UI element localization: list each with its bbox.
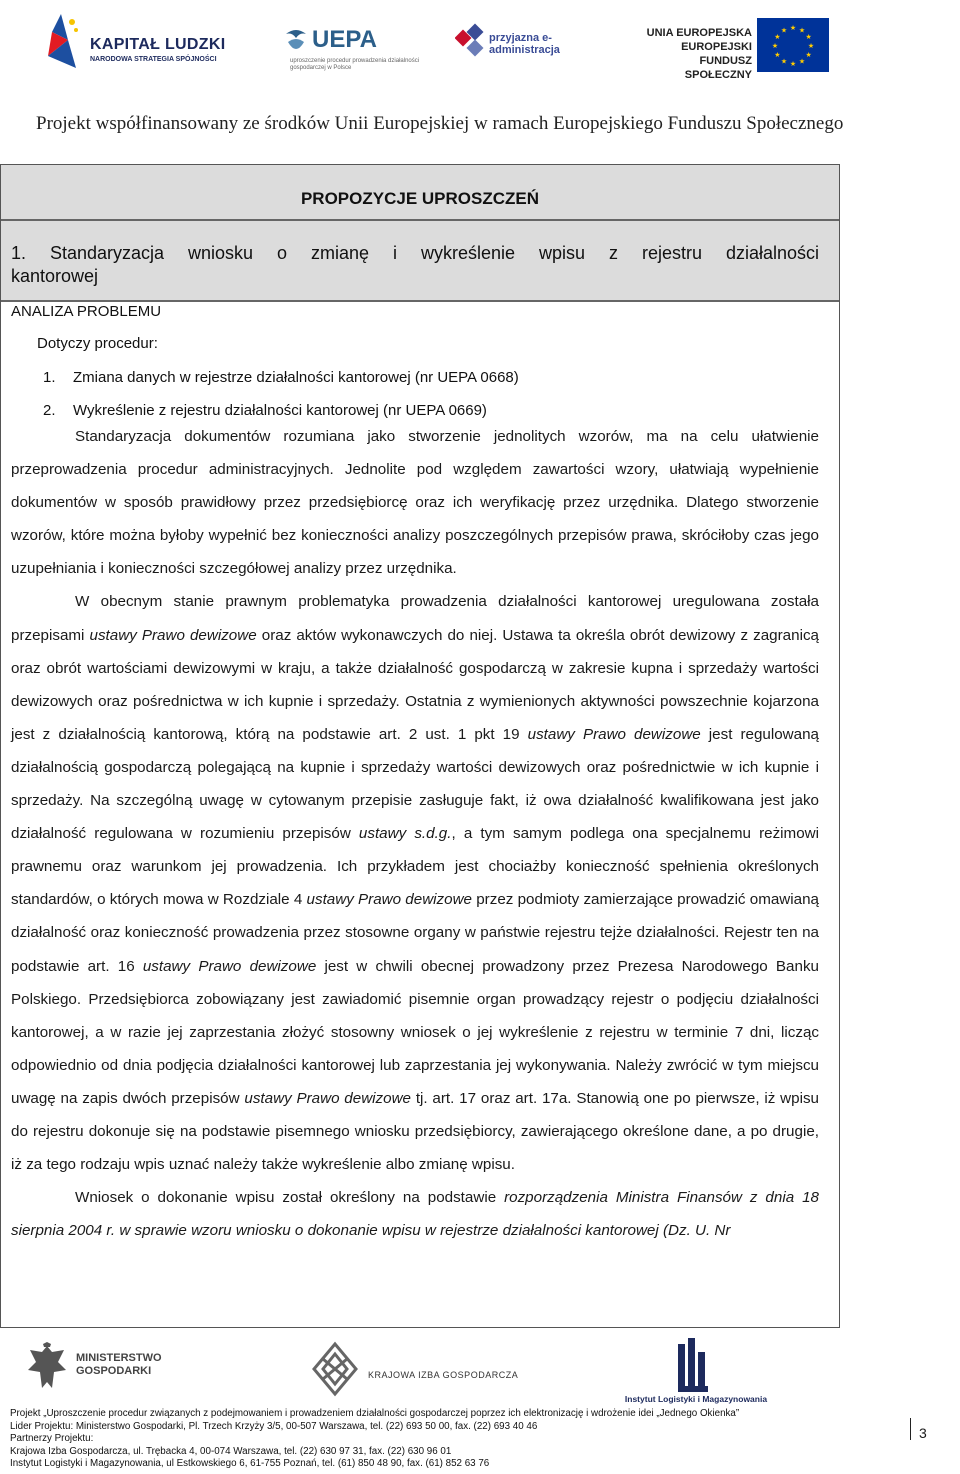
- przyjazna-name: przyjazna e-administracja: [489, 32, 560, 56]
- text-run: W obecnym stanie prawnym problematyka prowadzenia działalności kantorowej uregulowana została przepisami: [11, 593, 819, 644]
- paragraph-3: [11, 1181, 819, 1247]
- svg-text:★: ★: [805, 33, 812, 41]
- eagle-icon: [24, 1342, 70, 1394]
- footer-leader-line: Lider Projektu: Ministerstwo Gospodarki, Pl. Trzech Krzyży 3/5, 00-507 Warszawa, tel. (22) 693 50 00, fax. (22) 693 40 46: [10, 1420, 538, 1432]
- text-run: Wniosek o dokonanie wpisu został określony na podstawie: [75, 1189, 505, 1207]
- law-reference: ustawy s.d.g.: [358, 825, 452, 843]
- text-run: , a tym samym podlega ona specjalnemu reżimowi prawnemu oraz warunkom jej prowadzenia. Ich przykładem jest chociażby konieczność spełnienia określonych standardów, o których mowa w Rozdziale 4: [11, 825, 819, 909]
- law-reference: ustawy Prawo dewizowe: [244, 1089, 412, 1107]
- procedure-text: Zmiana danych w rejestrze działalności kantorowej (nr UEPA 0668): [73, 369, 519, 386]
- procedure-text: Wykreślenie z rejestru działalności kantorowej (nr UEPA 0669): [73, 402, 487, 419]
- kig-knot-icon: [310, 1340, 360, 1398]
- text-run: jest w chwili obecnej prowadzony przez Prezesa Narodowego Banku Polskiego. Przedsiębiorca zobowiązany jest zawiadomić pisemnie organ prowadzący rejestr o podjęciu działalności kantorowej, a w razie jej zaprzestania złożyć stosowny wniosek o jej wykreślenie z rejestru w terminie 7 dni, licząc odpowiednio od dnia podjęcia działalności kantorowej lub zaprzestania jej wykonywania. Należy zwrócić w tym miejscu uwagę na zapis dwóch przepisów: [11, 957, 819, 1107]
- kig-text: KRAJOWA IZBA GOSPODARCZA: [368, 1370, 519, 1380]
- cofinancing-note: Projekt współfinansowany ze środków Unii Europejskiej w ramach Europejskiego Funduszu Społecznego: [36, 113, 844, 134]
- procedure-number: 1.: [43, 369, 56, 386]
- uepa-swirl-icon: [282, 26, 310, 62]
- paragraph-2: [11, 585, 819, 1181]
- body-text: [11, 420, 819, 1247]
- section-heading-line-2: kantorowej: [11, 266, 99, 286]
- heading-divider: [1, 300, 839, 302]
- kapital-ludzki-logo: [42, 12, 252, 76]
- kapital-ludzki-name: KAPITAŁ LUDZKI: [90, 36, 226, 53]
- ministerstwo-gospodarki-logo: [24, 1338, 164, 1400]
- ministerstwo-text: MINISTERSTWO GOSPODARKI: [76, 1352, 162, 1377]
- eu-flag-icon: [757, 18, 829, 72]
- footer-project-line: Projekt „Uproszczenie procedur związanych z podejmowaniem i prowadzeniem działalności gospodarczej poprzez ich elektronizację i wdrożenie idei „Jednego Okienka”: [10, 1408, 740, 1419]
- svg-text:★: ★: [771, 42, 779, 50]
- przyjazna-e-administracja-logo: [455, 12, 595, 76]
- svg-text:★: ★: [780, 26, 788, 35]
- kapital-ludzki-star-icon: [42, 12, 80, 72]
- text-run: tj. art. 17 oraz art. 17a. Stanowią one po pierwsze, iż wpisu do rejestru dokonuje się na podstawie pisemnego wniosku przedsiębiorcy, zawierającego określone dane, a po drugie, iż za tego rodzaju wpis uznać należy także wykreślenie albo zmianę wpisu.: [11, 1089, 819, 1174]
- ilim-logo: [616, 1338, 776, 1408]
- text-run: jest regulowaną działalnością gospodarczą polegającą na kupnie i sprzedaży wartości dewizowych oraz pośrednictwie w ich kupnie i sprzedaży. Na szczególną uwagę w cytowanym przepisie zasługuje fakt, iż owa działalność kwalifikowana jest jako działalność regulowana w rozumieniu przepisów: [11, 725, 819, 843]
- procedures-label: Dotyczy procedur:: [37, 335, 158, 352]
- svg-text:★: ★: [774, 33, 781, 41]
- procedure-number: 2.: [43, 402, 56, 419]
- kapital-ludzki-subtitle: NARODOWA STRATEGIA SPÓJNOŚCI: [90, 56, 217, 63]
- proposal-box: [0, 164, 840, 1328]
- svg-text:★: ★: [774, 51, 781, 59]
- svg-text:★: ★: [780, 57, 788, 66]
- puzzle-icon: [455, 22, 487, 64]
- kig-logo: [310, 1338, 530, 1400]
- law-reference: ustawy Prawo dewizowe: [527, 725, 701, 743]
- ilim-mark-icon: [676, 1338, 710, 1394]
- svg-text:★: ★: [798, 57, 806, 66]
- law-reference: ustawy Prawo dewizowe: [306, 891, 472, 909]
- section-heading-line-1: 1. Standaryzacja wniosku o zmianę i wykreślenie wpisu z rejestru działalności: [11, 243, 819, 263]
- footer-partner-kig: Krajowa Izba Gospodarcza, ul. Trębacka 4, 00-074 Warszawa, tel. (22) 630 97 31, fax. (22) 630 96 01: [10, 1445, 452, 1457]
- svg-text:★: ★: [789, 60, 797, 68]
- page-number: 3: [910, 1418, 927, 1440]
- law-reference: rozporządzenia Ministra Finansów z dnia 18 sierpnia 2004 r. w sprawie wzoru wniosku o dokonanie wpisu w rejestrze działalności kantorowej (Dz. U. Nr: [11, 1189, 819, 1240]
- procedure-item: [43, 369, 519, 386]
- procedure-item: [43, 402, 487, 419]
- svg-text:★: ★: [798, 26, 806, 35]
- ue-text: [640, 26, 752, 82]
- law-reference: ustawy Prawo dewizowe: [89, 626, 257, 644]
- ue-line-2: EUROPEJSKI: [681, 41, 752, 53]
- uepa-name: UEPA: [312, 26, 377, 53]
- text-run: przez podmioty zamierzające prowadzić omawianą działalność oraz konieczność prowadzenia przez stosowne organy w państwie rejestru tejże działalności. Rejestr ten na podstawie art. 16: [11, 891, 819, 975]
- text-run: oraz aktów wykonawczych do niej. Ustawa ta określa obrót dewizowy z zagranicą oraz obrót wartościami dewizowymi w kraju, a także działalność gospodarczą w zakresie kupna i sprzedaży wartości dewizowych oraz pośrednictwa w ich kupnie i sprzedaży. Ostatnia z wymienionych aktywności powszechnie kojarzona jest z działalnością kantorową, którą na podstawie art. 2 ust. 1 pkt 19: [11, 626, 819, 743]
- svg-text:★: ★: [807, 42, 815, 50]
- paragraph-1: Standaryzacja dokumentów rozumiana jako stworzenie jednolitych wzorów, ma na celu ułatwienie przeprowadzenia procedur administracyjnych. Jednolite pod względem zawartości wzory, ułatwiają wypełnienie dokumentów w sposób prawidłowy przez przedsiębiorcę oraz ich weryfikację przez urzędnika. Dlatego stworzenie wzorów, które można byłoby wypełnić bez konieczności analizy poszczególnych przepisów prawa, skróciłoby czas jego uzupełniania i konieczności szczegółowej analizy przez urzędnika.: [11, 428, 819, 578]
- title-band: [1, 165, 839, 300]
- analysis-label: ANALIZA PROBLEMU: [11, 303, 162, 320]
- uepa-logo: [282, 12, 432, 76]
- ue-line-1: UNIA EUROPEJSKA: [646, 27, 752, 39]
- svg-text:★: ★: [789, 24, 797, 32]
- title-divider: [1, 219, 839, 221]
- unia-europejska-logo: [640, 12, 830, 81]
- ilim-text: Instytut Logistyki i Magazynowania: [624, 1394, 768, 1404]
- document-title: PROPOZYCJE UPROSZCZEŃ: [300, 189, 540, 208]
- uepa-subtitle: uproszczenie procedur prowadzenia działalności gospodarczej w Polsce: [290, 58, 420, 71]
- ue-line-3: FUNDUSZ SPOŁECZNY: [684, 55, 752, 81]
- footer-partner-ilim: Instytut Logistyki i Magazynowania, ul Estkowskiego 6, 61-755 Poznań, tel. (61) 850 48 90, fax. (61) 852 63 76: [10, 1458, 490, 1470]
- footer-text: [10, 1408, 870, 1471]
- law-reference: ustawy Prawo dewizowe: [142, 957, 317, 975]
- svg-text:★: ★: [805, 51, 812, 59]
- footer-partners-label: Partnerzy Projektu:: [10, 1433, 94, 1445]
